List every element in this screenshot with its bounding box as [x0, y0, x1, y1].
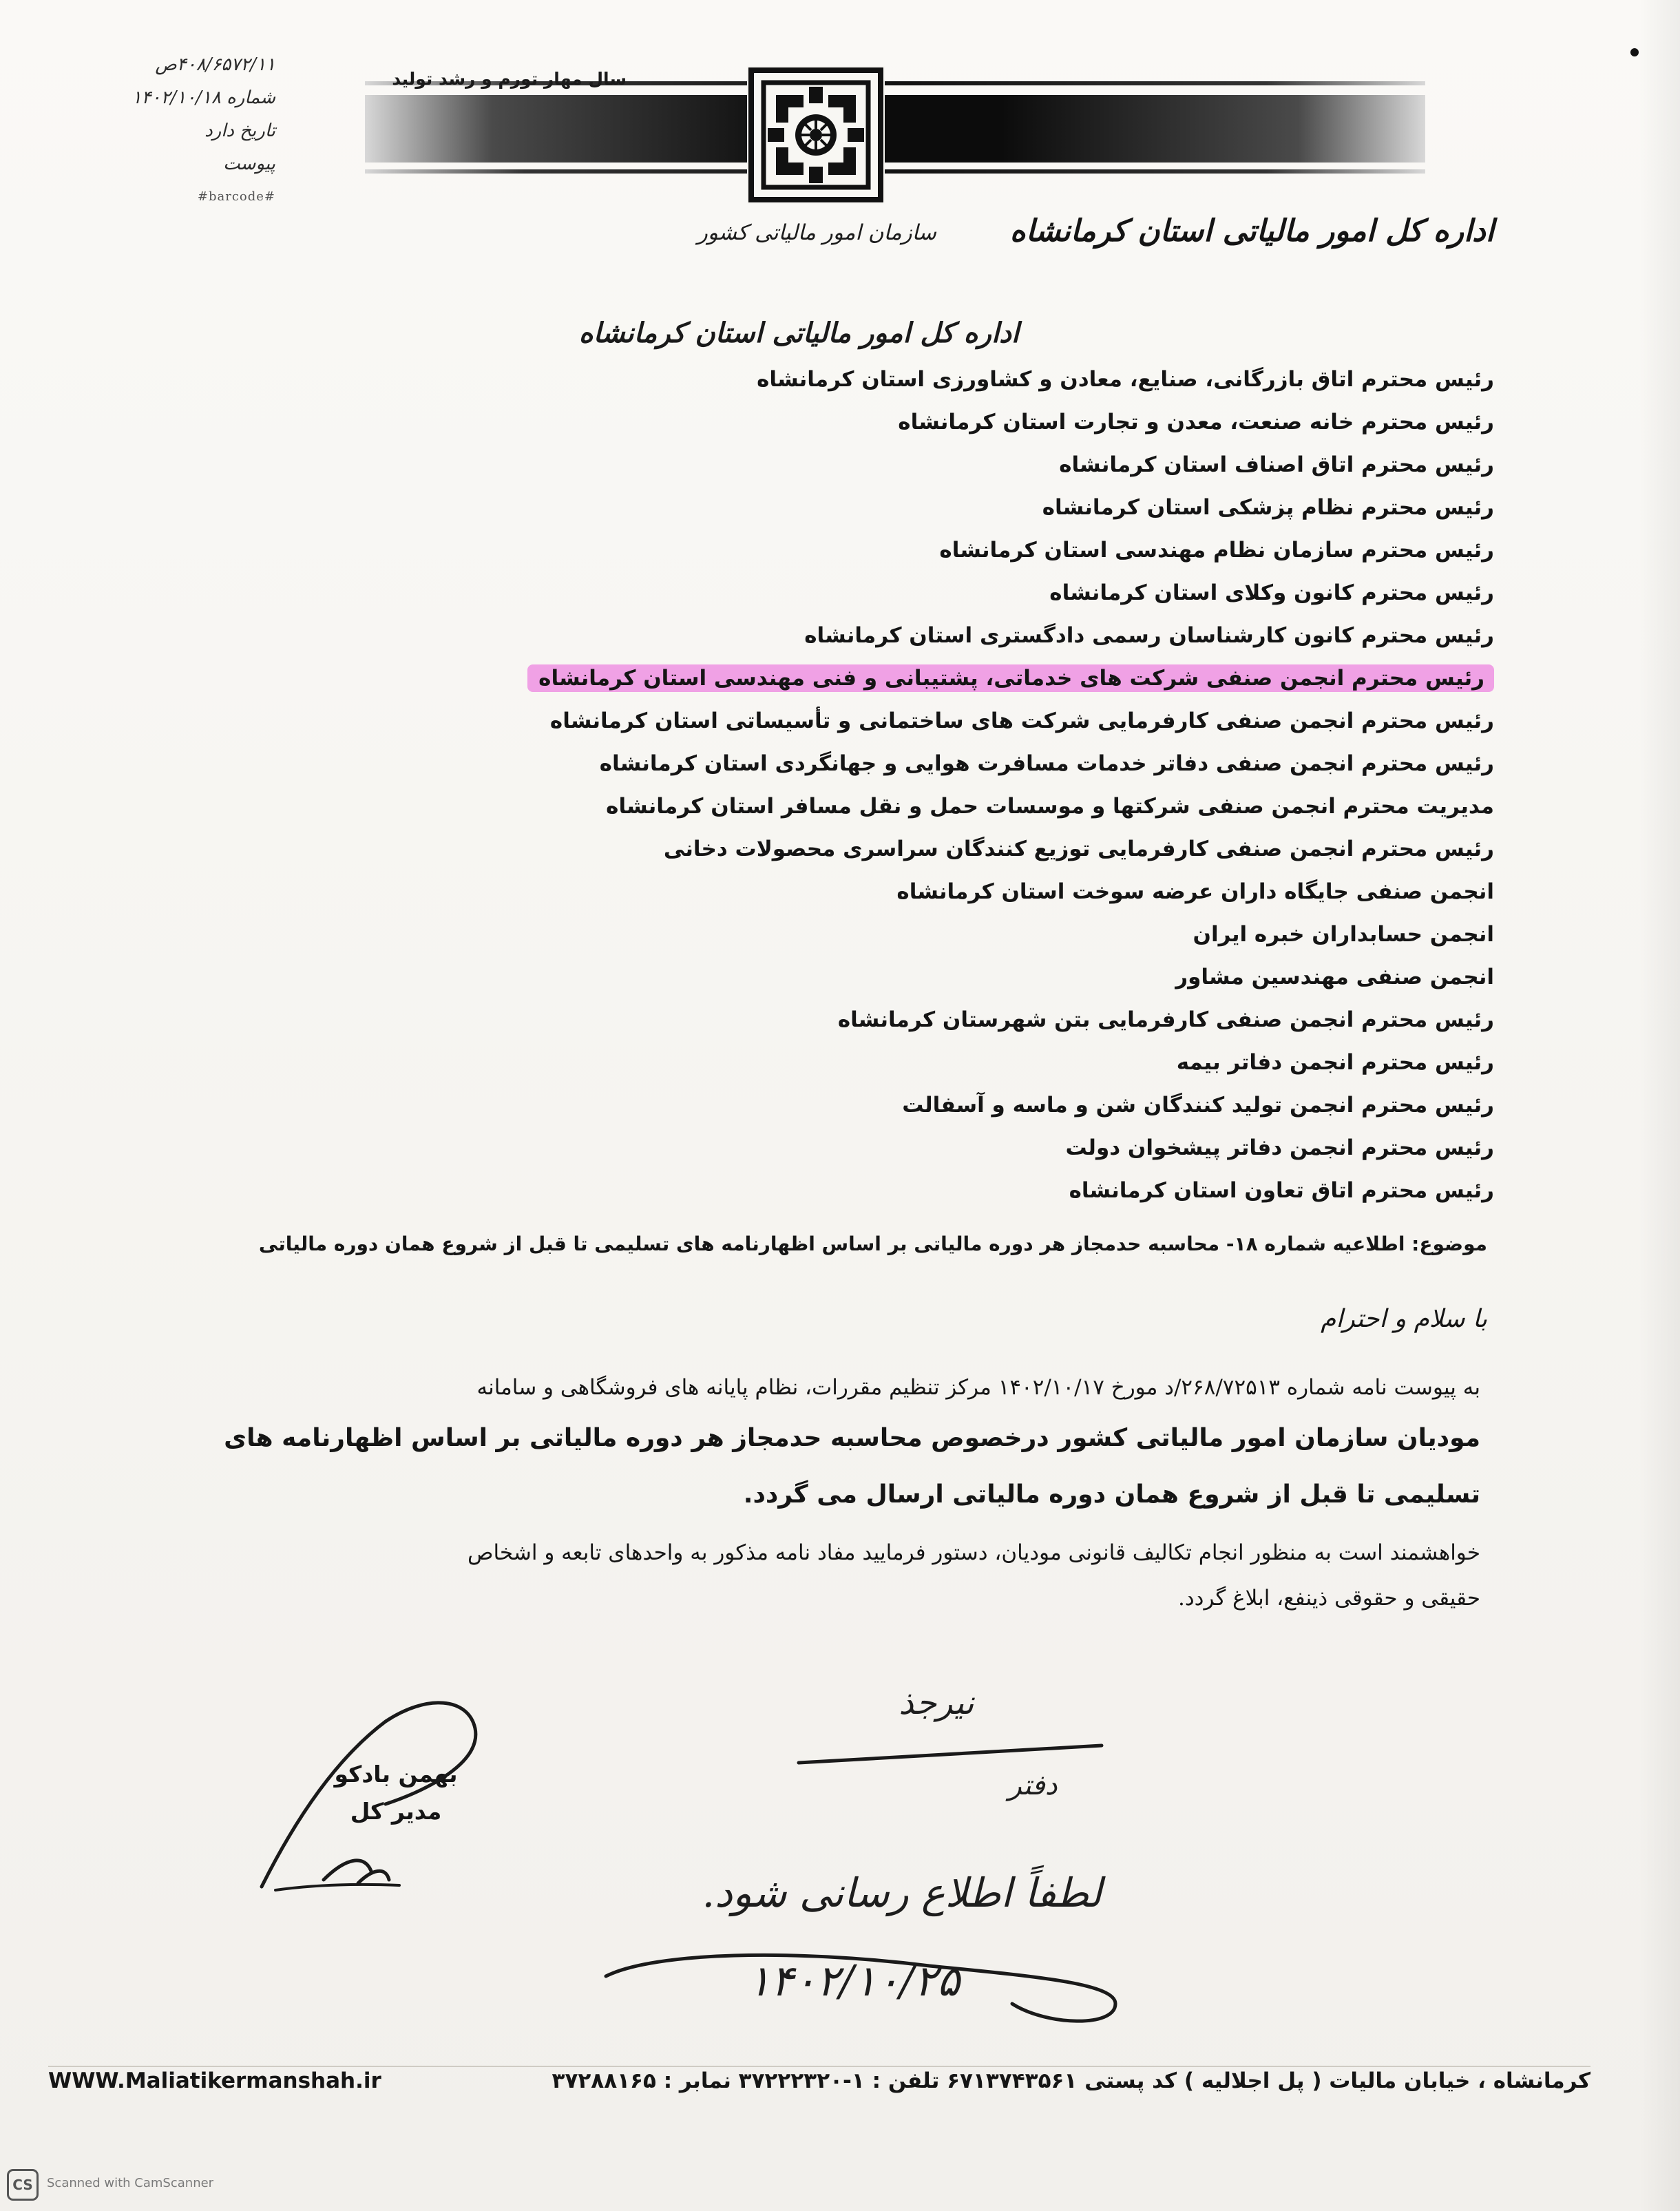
letter-barcode: #barcode# — [197, 189, 275, 204]
recipient-item-highlighted: رئیس محترم انجمن صنفی شرکت های خدماتی، پشتیبانی و فنی مهندسی استان کرمانشاه — [620, 657, 1494, 700]
organization-name: سازمان امور مالیاتی کشور — [697, 220, 936, 245]
camscanner-logo-icon: CS — [7, 2169, 39, 2201]
footer-website: WWW.Maliatikermanshah.ir — [48, 2068, 381, 2093]
recipient-item: رئیس محترم انجمن صنفی کارفرمایی بتن شهرستان کرمانشاه — [837, 1007, 1494, 1032]
letter-attachment: پیوست — [223, 154, 275, 174]
recipient-item: رئیس محترم سازمان نظام مهندسی استان کرمانشاه — [939, 538, 1494, 563]
recipient-item: رئیس محترم اتاق بازرگانی، صنایع، معادن و کشاورزی استان کرمانشاه — [757, 367, 1494, 392]
recipient-item: رئیس محترم کانون کارشناسان رسمی دادگستری استان کرمانشاه — [804, 623, 1494, 648]
recipient-item: رئیس محترم اتاق تعاون استان کرمانشاه — [1069, 1178, 1494, 1203]
handwritten-date: ۱۴۰۲/۱۰/۲۵ — [747, 1956, 960, 2006]
body-paragraph-line: مودیان سازمان امور مالیاتی کشور درخصوص محاسبه حدمجاز هر دوره مالیاتی بر اساس اظهارنامه های — [224, 1424, 1480, 1452]
watermark-text: Scanned with CamScanner — [47, 2176, 214, 2190]
footer-contact-info: کرمانشاه ، خیابان مالیات ( پل اجلالیه ) کد پستی ۶۷۱۳۷۴۳۵۶۱ تلفن : ۱-۳۷۲۲۲۳۲۰ نمابر : ۳۷۲۸۸۱۶۵ — [552, 2068, 1590, 2093]
body-paragraph-line: تسلیمی تا قبل از شروع همان دوره مالیاتی ارسال می گردد. — [743, 1480, 1480, 1509]
header-banner-line — [365, 169, 1425, 174]
scanner-watermark — [7, 2169, 255, 2201]
signatory-title: مدیر کل — [350, 1798, 442, 1825]
letter-date-label: تاریخ دارد — [204, 120, 275, 141]
recipient-item: انجمن حسابداران خبره ایران — [1193, 922, 1494, 947]
corner-dot — [1630, 48, 1639, 56]
recipient-item: رئیس محترم نظام پزشکی استان کرمانشاه — [1042, 495, 1494, 520]
emblem-icon — [747, 66, 885, 204]
recipient-item: رئیس محترم انجمن دفاتر بیمه — [1176, 1050, 1494, 1075]
body-paragraph-line: به پیوست نامه شماره ۲۶۸/۷۲۵۱۳/د مورخ ۱۴۰۲/۱۰/۱۷ مرکز تنظیم مقررات، نظام پایانه های فروشگاهی و سامانه — [476, 1375, 1480, 1400]
header-banner — [365, 95, 1425, 163]
recipient-item: رئیس محترم اتاق اصناف استان کرمانشاه — [1059, 452, 1494, 477]
letter-greeting: با سلام و احترام — [1321, 1305, 1487, 1333]
recipient-item: انجمن صنفی جایگاه داران عرضه سوخت استان کرمانشاه — [896, 879, 1494, 904]
body-paragraph-line: خواهشمند است به منظور انجام تکالیف قانونی مودیان، دستور فرمایید مفاد نامه مذکور به واحدهای تابعه و اشخاص — [467, 1540, 1480, 1565]
letter-reference-block — [90, 48, 275, 213]
handwritten-note: نیرجذ — [899, 1684, 974, 1722]
recipient-item: رئیس محترم خانه صنعت، معدن و تجارت استان کرمانشاه — [898, 410, 1494, 434]
recipient-item: رئیس محترم انجمن تولید کنندگان شن و ماسه و آسفالت — [902, 1093, 1494, 1118]
year-slogan: سال مهار تورم و رشد تولید — [392, 69, 627, 89]
signature-block — [296, 1756, 496, 1830]
recipient-item: مدیریت محترم انجمن صنفی شرکتها و موسسات حمل و نقل مسافر استان کرمانشاه — [606, 794, 1494, 819]
letter-subject: موضوع: اطلاعیه شماره ۱۸- محاسبه حدمجاز هر دوره مالیاتی بر اساس اظهارنامه های تسلیمی تا قبل از شروع همان دوره مالیاتی — [258, 1233, 1487, 1255]
letter-number: ۴۰۸/۶۵۷۲/۱۱ص — [155, 54, 275, 75]
page-edge-shadow — [1639, 0, 1680, 2211]
letter-body — [207, 1365, 1480, 1621]
recipient-item: انجمن صنفی مهندسین مشاور — [1175, 965, 1494, 989]
recipient-item: رئیس محترم انجمن صنفی کارفرمایی شرکت های ساختمانی و تأسیساتی استان کرمانشاه — [549, 709, 1494, 733]
handwritten-note: دفتر — [1008, 1770, 1058, 1801]
department-heading: اداره کل امور مالیاتی استان کرمانشاه — [1009, 213, 1494, 249]
recipients-list — [538, 358, 1494, 1212]
letter-footer — [48, 2066, 1590, 2114]
letter-date: شماره ۱۴۰۲/۱۰/۱۸ — [132, 87, 275, 108]
body-paragraph-line: حقیقی و حقوقی ذینفع، ابلاغ گردد. — [1177, 1586, 1480, 1611]
recipient-item: رئیس محترم کانون وکلای استان کرمانشاه — [1049, 580, 1494, 605]
tax-organization-emblem — [747, 66, 885, 204]
signatory-name: بهمن بادکو — [334, 1761, 458, 1788]
handwritten-note: لطفاً اطلاع رسانی شود. — [702, 1869, 1102, 1916]
handwritten-underline — [799, 1746, 1102, 1763]
recipient-item: رئیس محترم انجمن دفاتر پیشخوان دولت — [1065, 1135, 1494, 1160]
signature-baseline — [275, 1885, 399, 1890]
recipient-item: رئیس محترم انجمن صنفی دفاتر خدمات مسافرت هوایی و جهانگردی استان کرمانشاه — [599, 751, 1494, 776]
recipient-item: رئیس محترم انجمن صنفی کارفرمایی توزیع کنندگان سراسری محصولات دخانی — [663, 837, 1494, 861]
department-stamp: اداره کل امور مالیاتی استان کرمانشاه — [578, 317, 1019, 349]
